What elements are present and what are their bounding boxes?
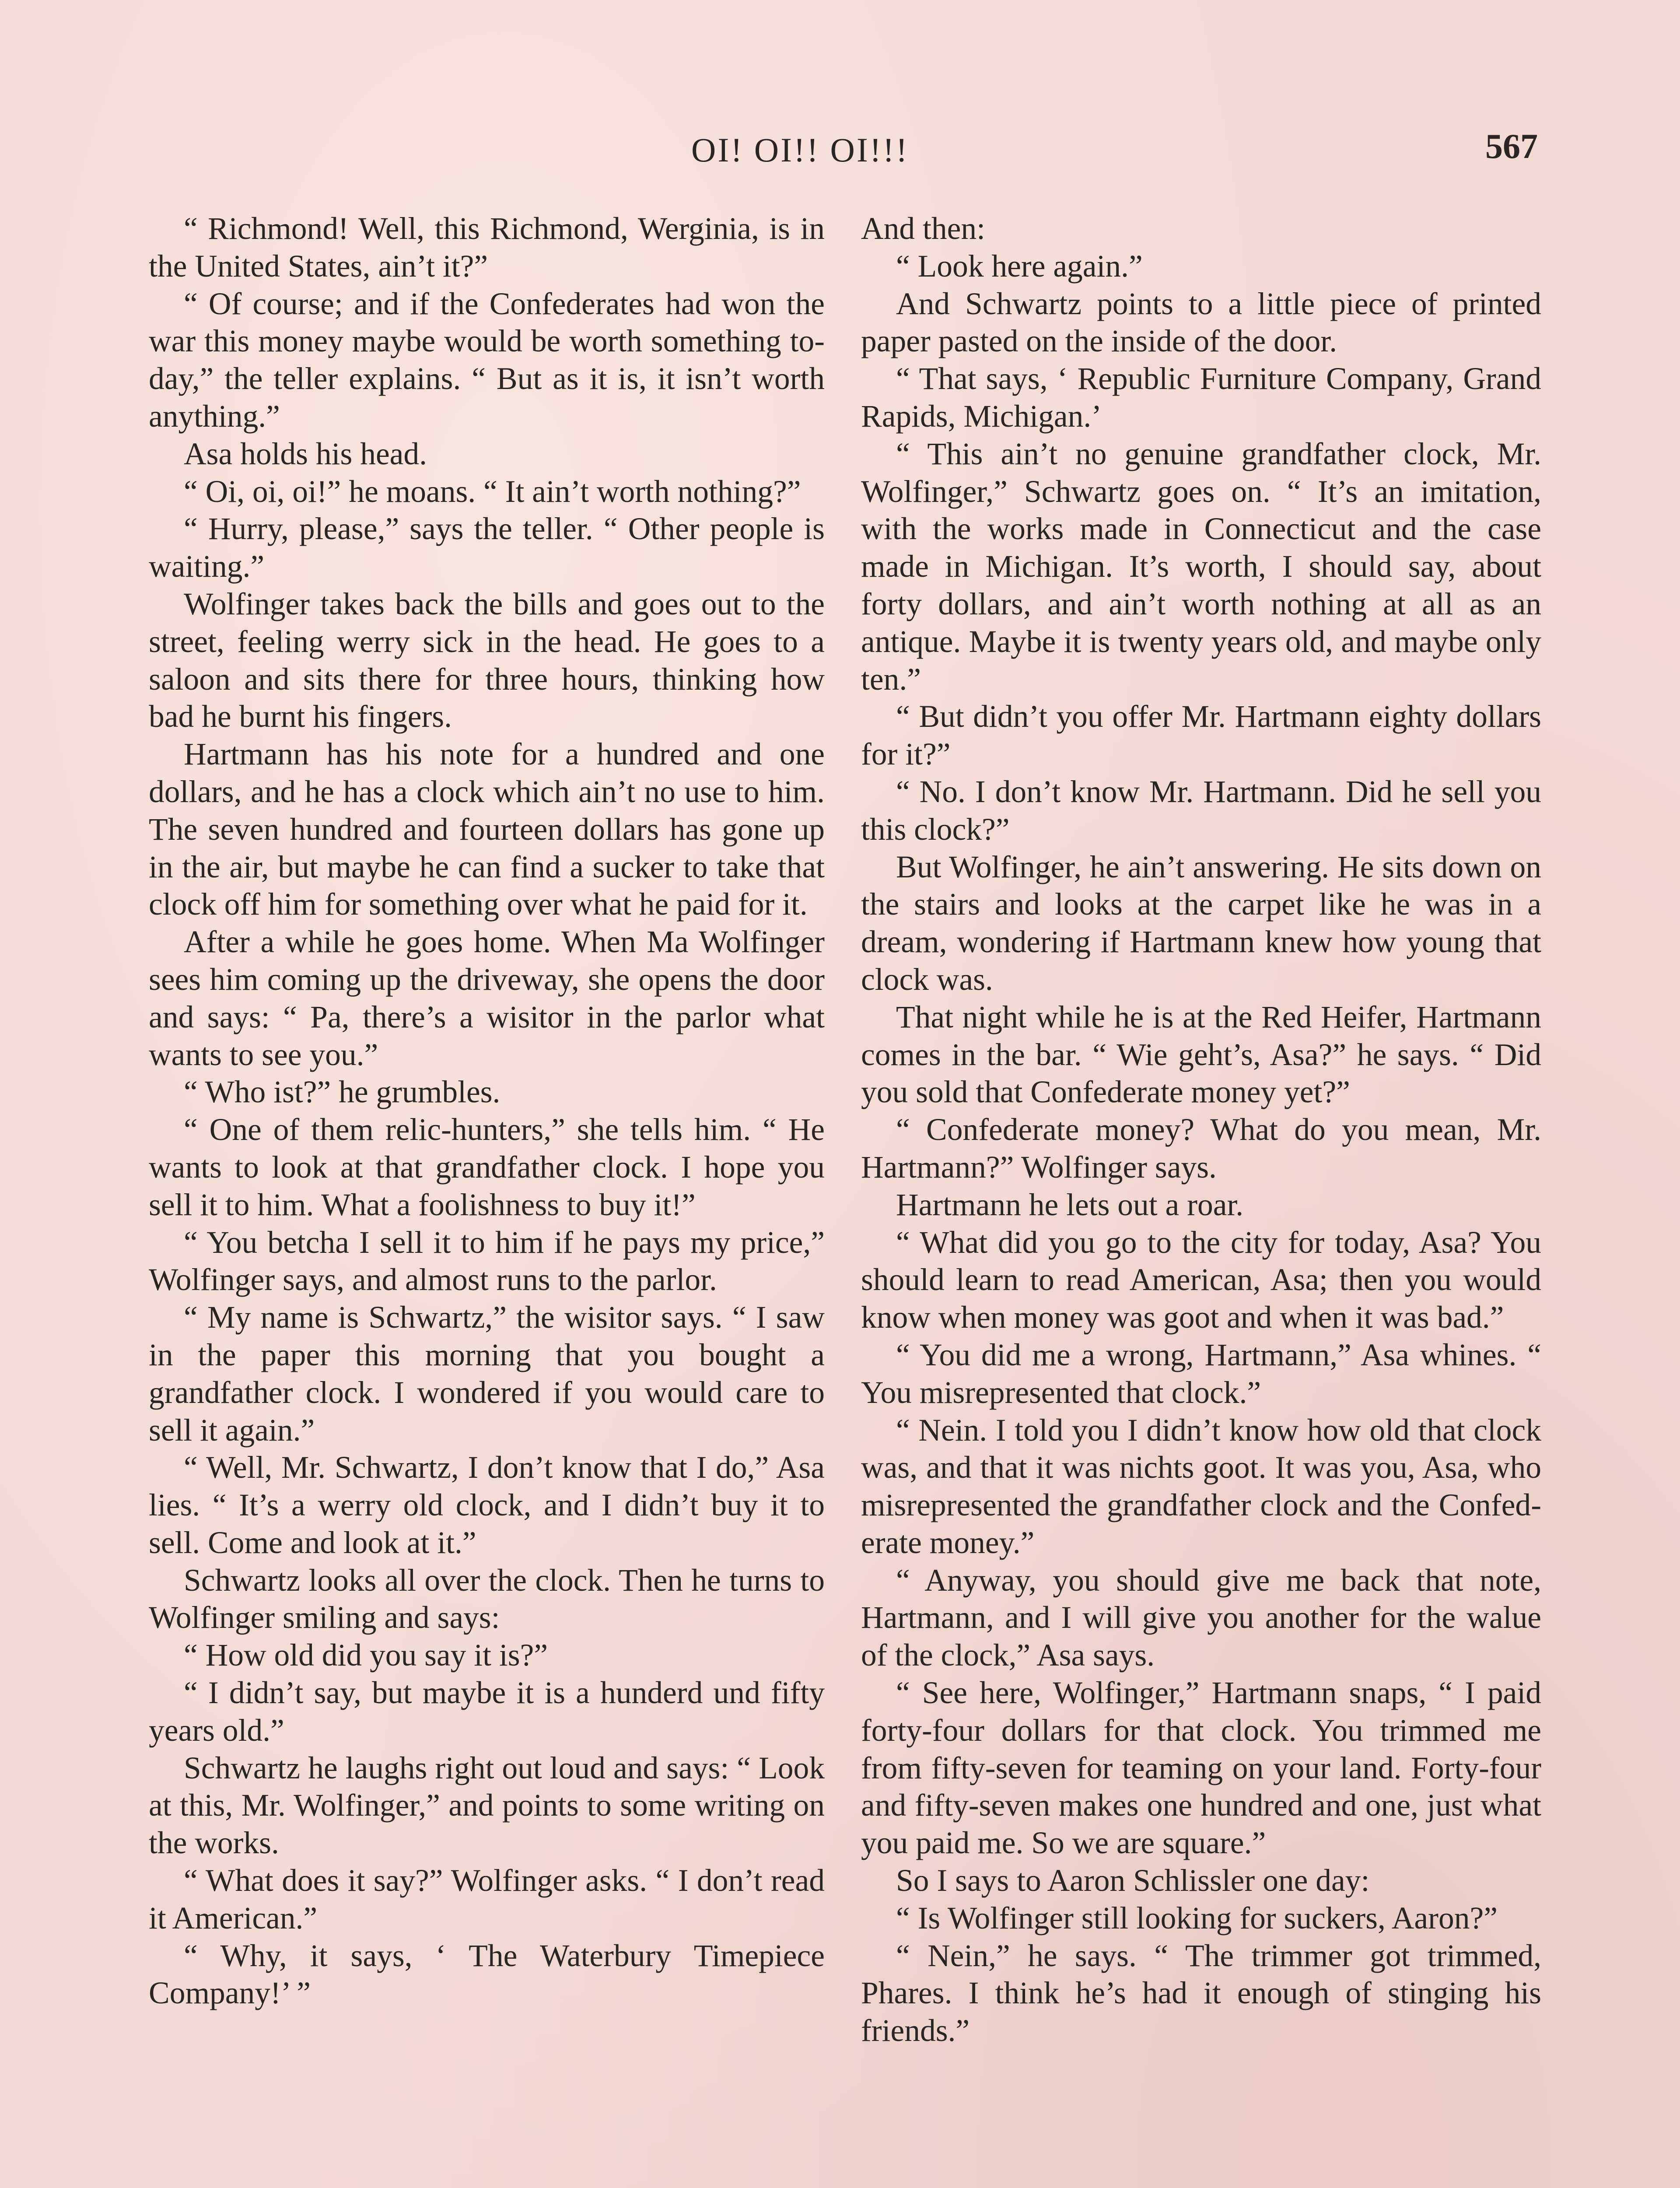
paragraph: “ Of course; and if the Confederates had won the war this money maybe would be worth something to-day,” the teller explains. “ But as it is, it isn’t worth anything.” xyxy=(149,286,825,434)
paragraph: “ What did you go to the city for today, Asa? You should learn to read American, Asa; then you would know when money was goot and when it was bad.” xyxy=(861,1225,1541,1335)
page-header xyxy=(0,123,1680,188)
paragraph: “ Anyway, you should give me back that note, Hartmann, and I will give you another for the walue of the clock,” Asa says. xyxy=(861,1563,1541,1673)
paragraph: That night while he is at the Red Heifer, Hartmann comes in the bar. “ Wie geht’s, Asa?” he says. “ Did you sold that Confederate money yet?” xyxy=(861,999,1541,1110)
right-column xyxy=(861,210,1541,2050)
paragraph: After a while he goes home. When Ma Wolfinger sees him coming up the driveway, she opens the door and says: “ Pa, there’s a wisitor in the parlor what wants to see you.” xyxy=(149,925,825,1072)
running-title: OI! OI!! OI!!! xyxy=(691,131,909,169)
paragraph: “ My name is Schwartz,” the wisitor says. “ I saw in the paper this morning that you bought a grandfather clock. I wondered if you would care to sell it again.” xyxy=(149,1300,825,1448)
paragraph: Asa holds his head. xyxy=(184,436,427,471)
left-column xyxy=(149,210,825,2012)
paragraph: “ But didn’t you offer Mr. Hartmann eighty dollars for it?” xyxy=(861,699,1541,772)
paragraph: “ Why, it says, ‘ The Waterbury Timepiece Company!’ ” xyxy=(149,1938,825,2011)
paragraph: And Schwartz points to a little piece of printed paper pasted on the inside of the door. xyxy=(861,286,1541,359)
paragraph: “ How old did you say it is?” xyxy=(184,1638,548,1673)
paragraph: Wolfinger takes back the bills and goes out to the street, feeling werry sick in the head. He goes to a saloon and sits there for three hours, thinking how bad he burnt his fingers. xyxy=(149,586,825,734)
paragraph: “ That says, ‘ Republic Furniture Company, Grand Rapids, Michigan.’ xyxy=(861,361,1541,434)
paragraph: Hartmann he lets out a roar. xyxy=(896,1187,1244,1222)
paragraph: “ No. I don’t know Mr. Hartmann. Did he sell you this clock?” xyxy=(861,774,1541,847)
paragraph: “ One of them relic-hunters,” she tells him. “ He wants to look at that grandfather clock. I hope you sell it to him. What a foolishness to buy it!” xyxy=(149,1112,825,1222)
paragraph: “ Nein. I told you I didn’t know how old that clock was, and that it was nichts goot. It was you, Asa, who misrepresented the grandfather clock and the Confederate money.” xyxy=(861,1413,1541,1560)
paragraph: “ Hurry, please,” says the teller. “ Other people is waiting.” xyxy=(149,512,825,584)
paragraph: “ You betcha I sell it to him if he pays my price,” Wolfinger says, and almost runs to the parlor. xyxy=(149,1225,825,1297)
paragraph: So I says to Aaron Schlissler one day: xyxy=(896,1863,1370,1898)
paragraph: “ Confederate money? What do you mean, Mr. Hartmann?” Wolfinger says. xyxy=(861,1112,1541,1185)
paragraph: “ Nein,” he says. “ The trimmer got trimmed, Phares. I think he’s had it enough of stinging his friends.” xyxy=(861,1938,1541,2048)
paragraph: And then: xyxy=(861,211,985,246)
paragraph: “ Richmond! Well, this Richmond, Werginia, is in the United States, ain’t it?” xyxy=(149,211,825,284)
paragraph: “ I didn’t say, but maybe it is a hunderd und fifty years old.” xyxy=(149,1676,825,1748)
page-number: 567 xyxy=(1485,127,1538,166)
paragraph: Hartmann has his note for a hundred and one dollars, and he has a clock which ain’t no use to him. The seven hundred and fourteen dollars has gone up in the air, but maybe he can find a sucker to take that clock off him for something over what he paid for it. xyxy=(149,737,825,922)
paragraph: Schwartz looks all over the clock. Then he turns to Wolfinger smiling and says: xyxy=(149,1563,825,1635)
paragraph: “ Who ist?” he grumbles. xyxy=(184,1075,500,1110)
paragraph: “ Well, Mr. Schwartz, I don’t know that I do,” Asa lies. “ It’s a werry old clock, and I didn’t buy it to sell. Come and look at it.” xyxy=(149,1450,825,1560)
paragraph: “ Oi, oi, oi!” he moans. “ It ain’t worth nothing?” xyxy=(184,474,801,509)
paragraph: “ What does it say?” Wolfinger asks. “ I don’t read it American.” xyxy=(149,1863,825,1936)
paragraph: “ Is Wolfinger still looking for suckers, Aaron?” xyxy=(896,1900,1498,1936)
paragraph: “ This ain’t no genuine grandfather clock, Mr. Wolfinger,” Schwartz goes on. “ It’s an imitation, with the works made in Connecticut and the case made in Michigan. It’s worth, I should say, about forty dollars, and ain’t worth nothing at all as an antique. Maybe it is twenty years old, and maybe only ten.” xyxy=(861,436,1541,697)
paragraph: But Wolfinger, he ain’t answering. He sits down on the stairs and looks at the carpet like he was in a dream, wondering if Hartmann knew how young that clock was. xyxy=(861,849,1541,997)
paragraph: Schwartz he laughs right out loud and says: “ Look at this, Mr. Wolfinger,” and points to some writing on the works. xyxy=(149,1750,825,1861)
paragraph: “ Look here again.” xyxy=(896,249,1143,284)
paragraph: “ See here, Wolfinger,” Hartmann snaps, “ I paid forty-four dollars for that clock. You trimmed me from fifty-seven for teaming on your land. Forty-four and fifty-seven makes one hundred and one, just what you paid me. So we are square.” xyxy=(861,1676,1541,1861)
paragraph: “ You did me a wrong, Hartmann,” Asa whines. “ You misrepresented that clock.” xyxy=(861,1337,1541,1410)
